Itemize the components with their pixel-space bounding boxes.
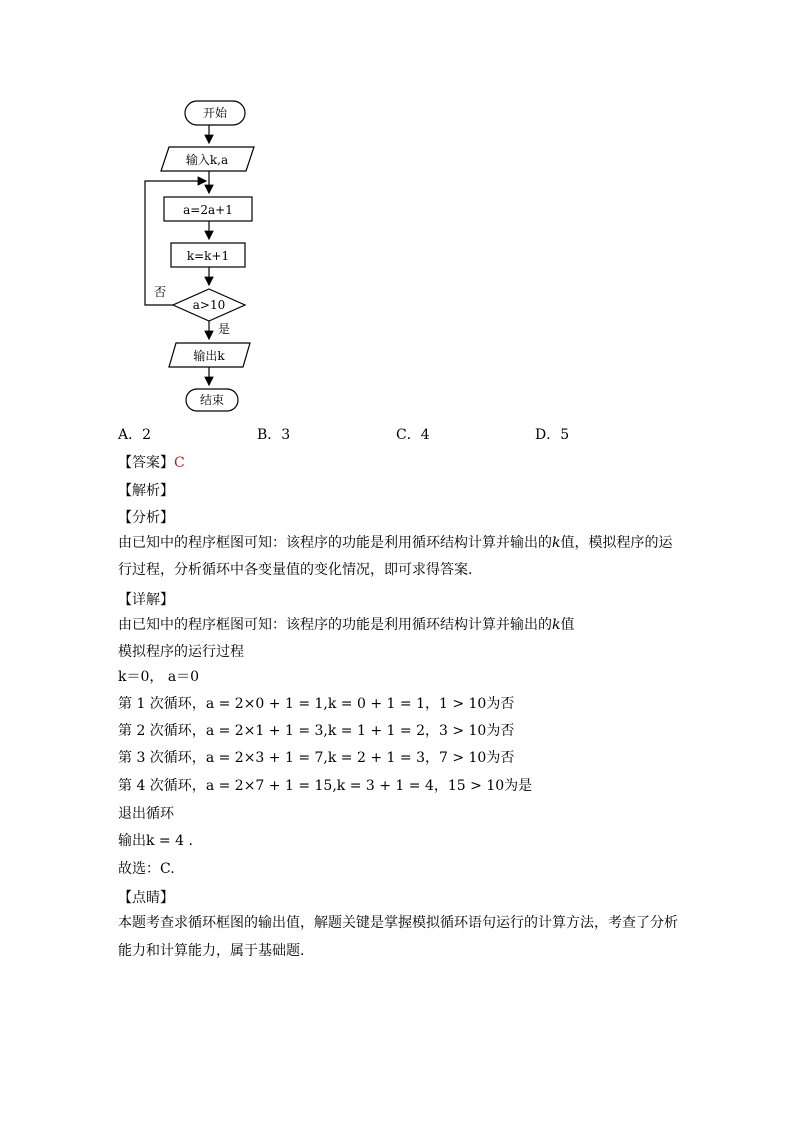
loop-prefix: 第 3 次循环， [118,750,206,766]
loop-prefix: 第 4 次循环， [118,778,206,794]
loop-eq-a: a = 2×3 + 1 = 7 [205,750,324,766]
detail-text-2: 值 [560,617,575,633]
detail-exit: 退出循环 [118,806,174,822]
comment-line1: 本题考查求循环框图的输出值，解题关键是掌握模拟循环语句运行的计算方法，考查了分析 [118,915,678,931]
answer-line [118,452,185,472]
loop-prefix: 第 2 次循环， [118,723,206,739]
fenxi-paragraph-line2: 行过程，分析循环中各变量值的变化情况，即可求得答案. [118,562,473,578]
loop-eq-a: a = 2×1 + 1 = 3 [205,723,324,739]
answer-options [118,424,718,444]
comment-tag: 【点睛】 [118,890,174,906]
loop-flowchart [140,95,280,415]
start-label: 开始 [202,106,228,120]
loop-line-4 [118,773,532,799]
loop-eq-a: a = 2×0 + 1 = 1 [205,696,324,712]
process-label-k: k=k+1 [186,249,230,263]
loop-cmp: ，15 > 10为是 [433,778,533,794]
process-label-a: a=2a+1 [183,203,233,217]
loop-cmp: ，7 > 10为否 [424,750,515,766]
comment-line2: 能力和计算能力，属于基础题. [118,943,305,959]
loop-line-1 [118,691,514,717]
loop-prefix: 第 1 次循环， [118,696,206,712]
decision-label: a>10 [192,298,226,312]
detail-output: 输出k = 4 . [118,833,193,849]
analysis-tag: 【解析】 [118,483,174,499]
input-label: 输入k,a [185,153,229,167]
fenxi-tag: 【分析】 [118,510,174,526]
end-label: 结束 [199,393,225,407]
loop-eq-k: ,k = 0 + 1 = 1 [323,696,425,712]
loop-eq-k: ,k = 3 + 1 = 4 [332,778,434,794]
option-b: B．3 [257,427,291,443]
detail-var-k: k [552,617,561,633]
answer-tag: 【答案】 [118,455,174,471]
detail-tag: 【详解】 [118,592,174,608]
no-label: 否 [154,285,167,299]
fenxi-text-1: 由已知中的程序框图可知：该程序的功能是利用循环结构计算并输出的 [118,535,552,551]
option-d: D．5 [535,427,570,443]
detail-line1 [118,612,574,638]
loop-eq-k: ,k = 1 + 1 = 2 [323,723,425,739]
answer-value: C [174,455,185,471]
loop-line-3 [118,745,514,771]
loop-eq-a: a = 2×7 + 1 = 15 [205,778,333,794]
detail-line2: 模拟程序的运行过程 [118,644,244,660]
loop-cmp: ，3 > 10为否 [424,723,515,739]
option-c: C．4 [396,427,430,443]
loop-line-2 [118,718,514,744]
output-label: 输出k [193,349,225,363]
detail-text-1: 由已知中的程序框图可知：该程序的功能是利用循环结构计算并输出的 [118,617,552,633]
fenxi-text-2: 值，模拟程序的运 [560,535,673,551]
loop-cmp: ，1 > 10为否 [424,696,515,712]
loop-eq-k: ,k = 2 + 1 = 3 [323,750,425,766]
detail-choice: 故选：C. [118,861,175,877]
detail-init: k＝0， a＝0 [118,669,200,685]
fenxi-paragraph-line1 [118,530,672,556]
yes-label: 是 [218,322,231,336]
option-a: A．2 [118,427,152,443]
fenxi-var-k: k [552,535,561,551]
